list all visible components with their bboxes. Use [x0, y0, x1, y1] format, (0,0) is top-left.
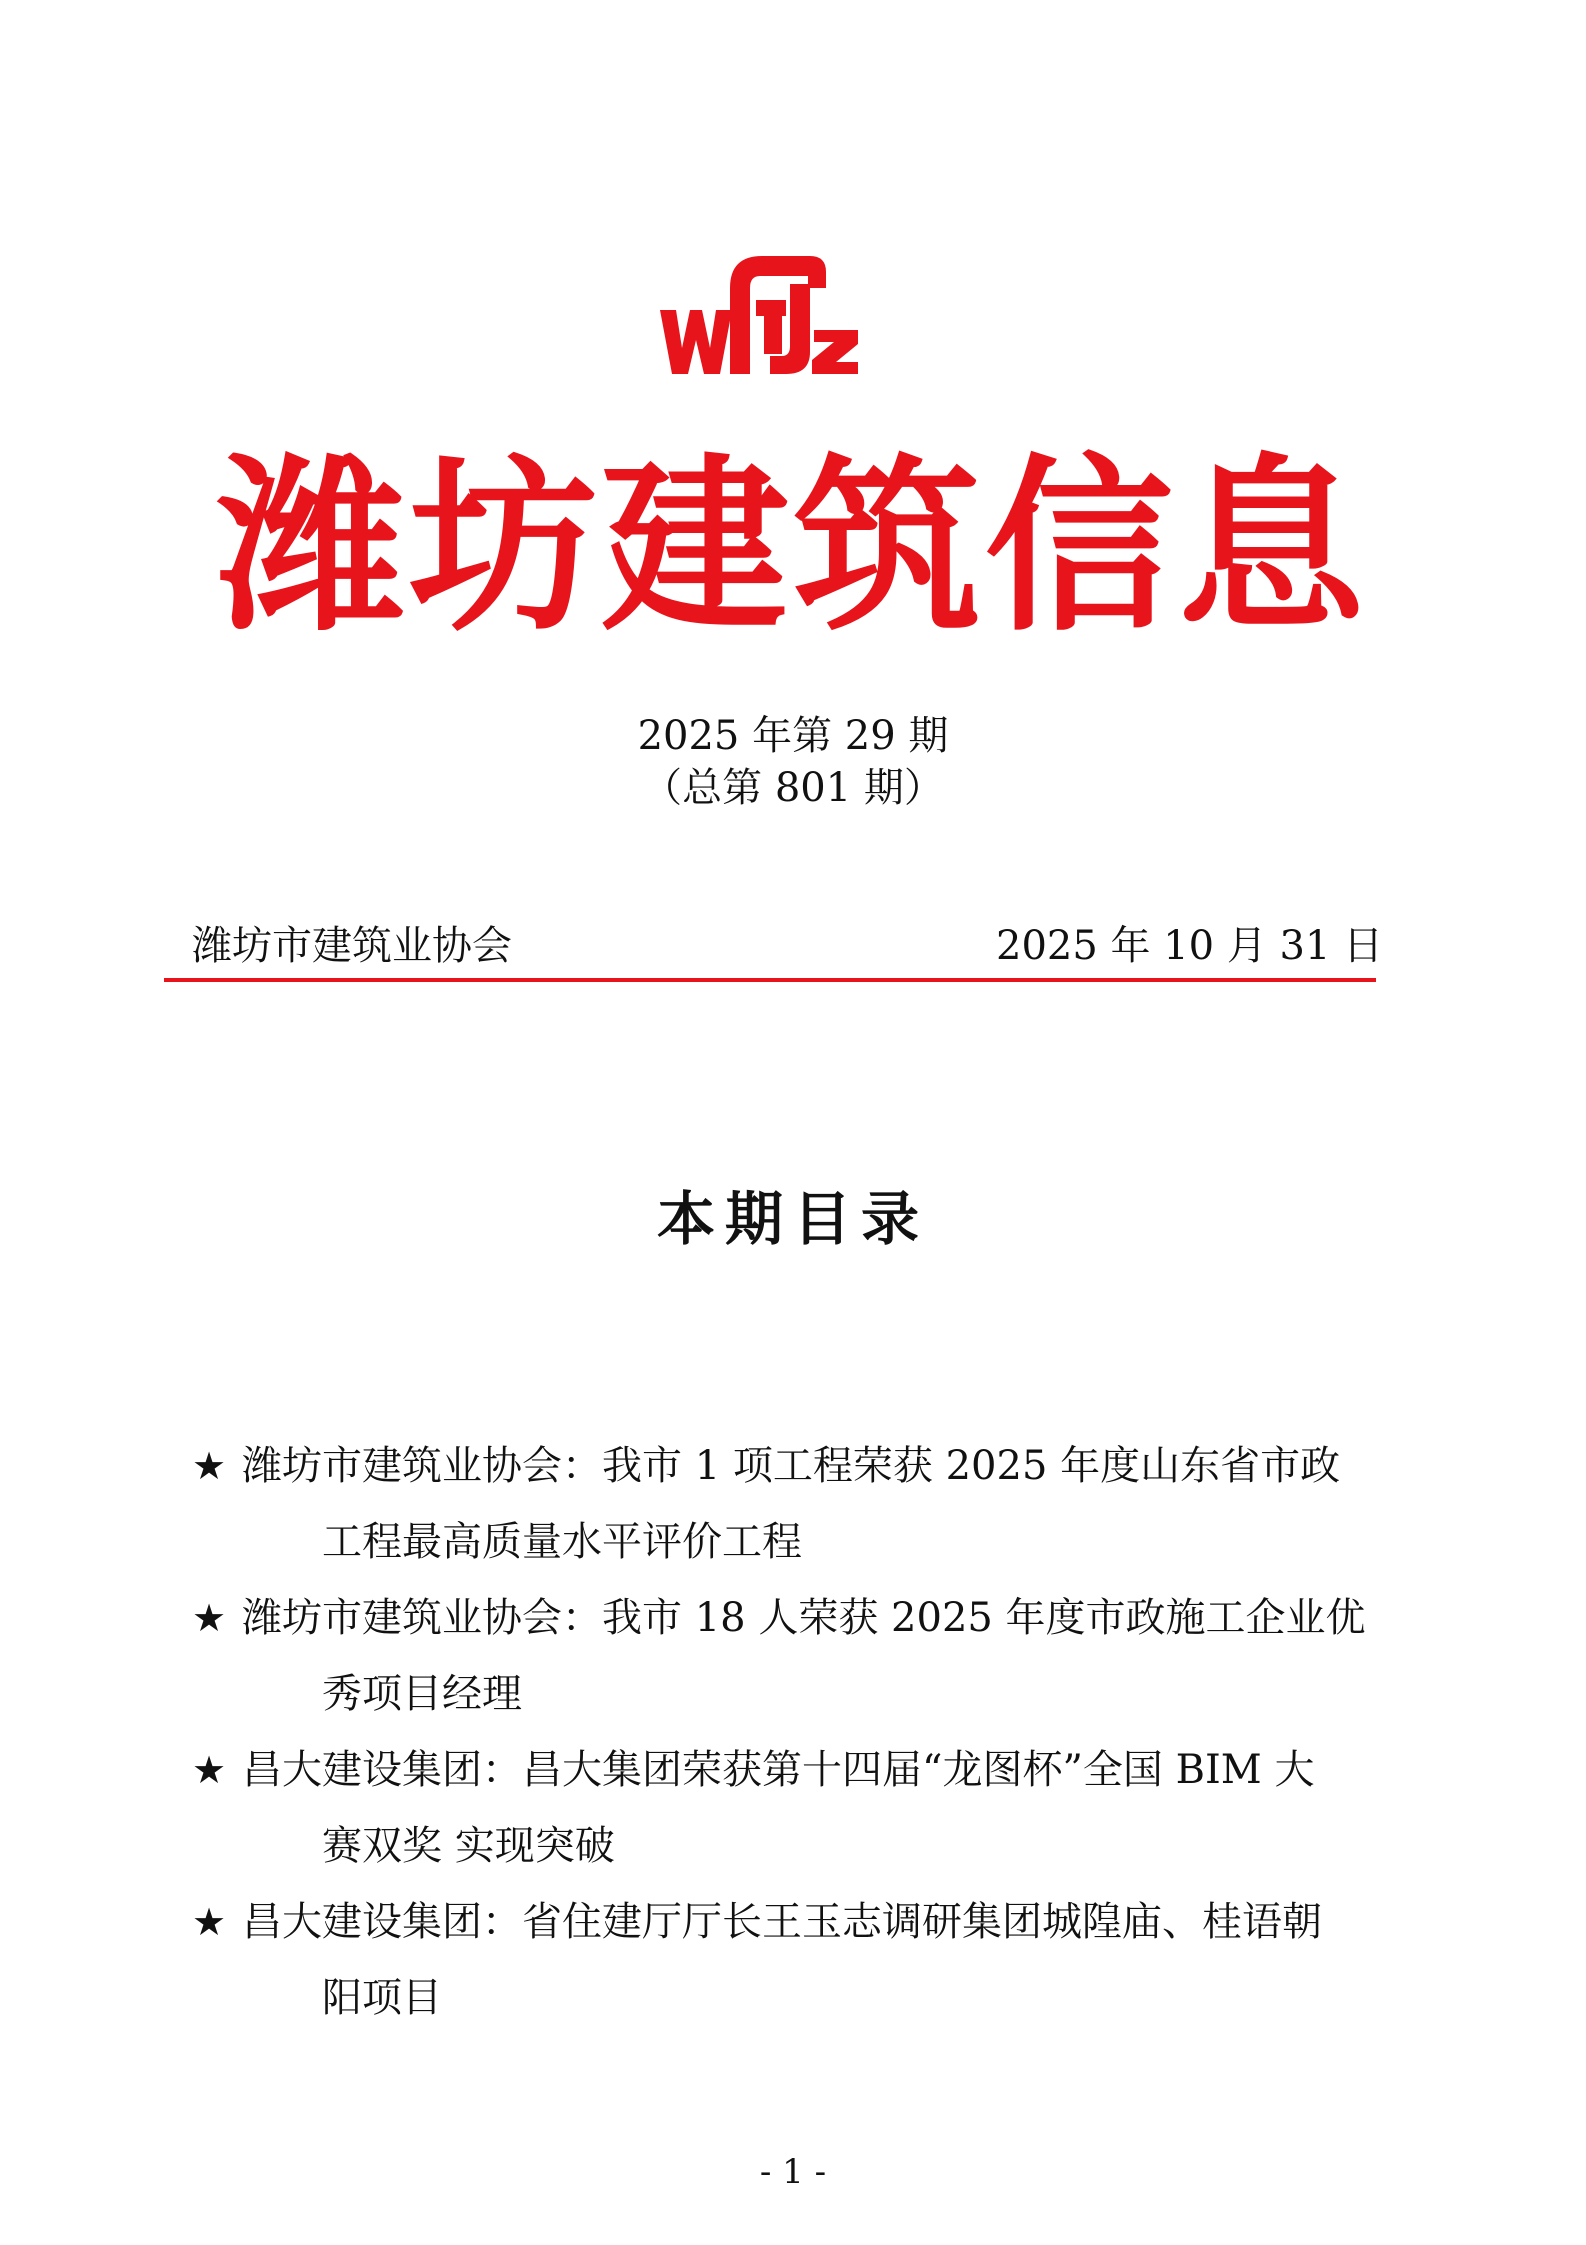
publication-date: 2025 年 10 月 31 日	[996, 923, 1384, 969]
toc-item-line: 赛双奖 实现突破	[322, 1823, 615, 1869]
toc-item-line: 潍坊市建筑业协会：我市 1 项工程荣获 2025 年度山东省市政	[242, 1443, 1341, 1489]
publisher-name: 潍坊市建筑业协会	[192, 923, 512, 969]
star-icon: ★	[192, 1444, 227, 1488]
star-icon: ★	[192, 1748, 227, 1792]
toc-item[interactable]	[192, 1580, 1412, 1732]
toc-item[interactable]	[192, 1428, 1412, 1580]
issue-number: 2025 年第 29 期	[637, 713, 949, 759]
toc-item-line: 秀项目经理	[322, 1671, 522, 1717]
star-icon: ★	[192, 1596, 227, 1640]
masthead-title: 潍坊建筑信息	[217, 438, 1369, 657]
toc-item-line: 工程最高质量水平评价工程	[322, 1519, 802, 1565]
toc-item-line: 昌大建设集团：省住建厅厅长王玉志调研集团城隍庙、桂语朝	[242, 1899, 1322, 1945]
page-number: - 1 -	[759, 2152, 827, 2192]
star-icon: ★	[192, 1900, 227, 1944]
issue-total-number: （总第 801 期）	[642, 765, 944, 811]
toc-item-line: 昌大建设集团：昌大集团荣获第十四届“龙图杯”全国 BIM 大	[242, 1747, 1315, 1793]
toc-item[interactable]	[192, 1884, 1412, 2036]
toc-item-line: 潍坊市建筑业协会：我市 18 人荣获 2025 年度市政施工企业优	[242, 1595, 1366, 1641]
toc-title: 本期目录	[656, 1185, 929, 1253]
wfjz-logo	[660, 248, 860, 376]
toc-item[interactable]	[192, 1732, 1412, 1884]
table-of-contents	[192, 1428, 1412, 2036]
red-divider-rule	[164, 978, 1376, 982]
toc-item-line: 阳项目	[322, 1975, 442, 2021]
